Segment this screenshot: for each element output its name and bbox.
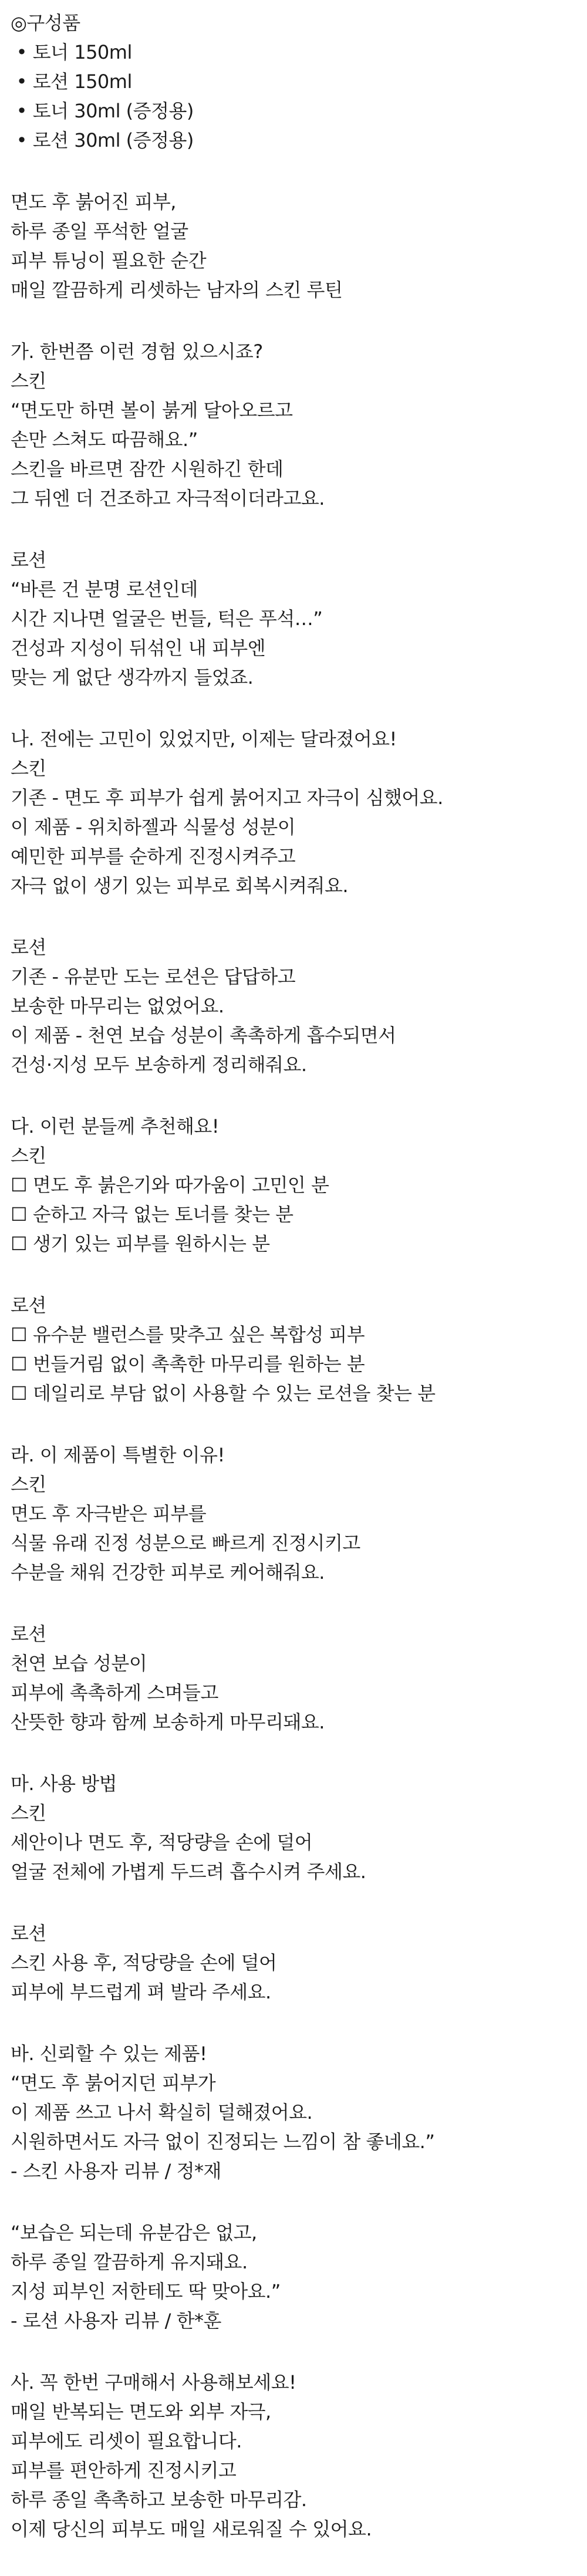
section-recommend-lotion (11, 1291, 574, 1408)
text-line: 스킨 사용 후, 적당량을 손에 덜어 (11, 1952, 277, 1974)
text-line: 피부를 편안하게 진정시키고 (11, 2459, 237, 2482)
text-line: 사. 꼭 한번 구매해서 사용해보세요! (11, 2371, 296, 2393)
text-line: 천연 보습 성분이 (11, 1652, 147, 1674)
text-line: 로션 (11, 1623, 46, 1645)
text-line: • 로션 150ml (11, 70, 132, 93)
text-line: 로션 (11, 936, 46, 958)
section-review-lotion (11, 2218, 574, 2335)
text-line: 다. 이런 분들께 추천해요! (11, 1115, 220, 1137)
section-difference-lotion (11, 933, 574, 1079)
text-line: “바른 건 분명 로션인데 (11, 578, 198, 600)
text-line: 피부에 촉촉하게 스며들고 (11, 1682, 218, 1704)
text-line: 지성 피부인 저한테도 딱 맞아요.” (11, 2280, 281, 2302)
text-line: 건성·지성 모두 보송하게 정리해줘요. (11, 1054, 307, 1076)
text-line: 손만 스쳐도 따끔해요.” (11, 428, 198, 451)
text-line: 이 제품 - 위치하젤과 식물성 성분이 (11, 816, 296, 838)
text-line: 이제 당신의 피부도 매일 새로워질 수 있어요. (11, 2518, 372, 2540)
text-line: 건성과 지성이 뒤섞인 내 피부엔 (11, 637, 266, 659)
section-experience-lotion (11, 545, 574, 692)
text-line: 얼굴 전체에 가볍게 두드려 흡수시켜 주세요. (11, 1861, 366, 1883)
text-line: • 토너 30ml (증정용) (11, 100, 194, 122)
text-line: 면도 후 자극받은 피부를 (11, 1503, 207, 1525)
text-line: 세안이나 면도 후, 적당량을 손에 덜어 (11, 1831, 313, 1853)
text-line: 기존 - 유분만 도는 로션은 답답하고 (11, 965, 296, 988)
section-usage-lotion (11, 1919, 574, 2007)
section-usage-toner (11, 1769, 574, 1886)
section-intro (11, 187, 574, 305)
text-line: 자극 없이 생기 있는 피부로 회복시켜줘요. (11, 875, 349, 897)
text-line: 로션 (11, 1922, 46, 1944)
text-line: 시간 지나면 얼굴은 번들, 턱은 푸석…” (11, 607, 323, 630)
text-line: - 로션 사용자 리뷰 / 한*훈 (11, 2310, 221, 2332)
text-line: 그 뒤엔 더 건조하고 자극적이더라고요. (11, 487, 325, 509)
text-line: 하루 종일 깔끔하게 유지돼요. (11, 2251, 248, 2273)
text-line: 수분을 채워 건강한 피부로 케어해줘요. (11, 1561, 325, 1584)
text-line: 보송한 마무리는 없었어요. (11, 995, 224, 1017)
text-line: 매일 반복되는 면도와 외부 자극, (11, 2401, 271, 2423)
text-line: 식물 유래 진정 성분으로 빠르게 진정시키고 (11, 1532, 360, 1554)
text-line: 맞는 게 없단 생각까지 들었죠. (11, 666, 254, 688)
section-special-toner (11, 1440, 574, 1587)
text-line: 기존 - 면도 후 피부가 쉽게 붉어지고 자극이 심했어요. (11, 786, 443, 809)
product-description-document (11, 8, 574, 2576)
section-experience-toner (11, 337, 574, 513)
text-line: 이 제품 쓰고 나서 확실히 덜해졌어요. (11, 2101, 313, 2123)
text-line: “보습은 되는데 유분감은 없고, (11, 2221, 257, 2244)
text-line: 로션 (11, 549, 46, 571)
text-line: 스킨 (11, 757, 46, 779)
text-line: 시원하면서도 자극 없이 진정되는 느낌이 참 좋네요.” (11, 2131, 435, 2153)
text-line: • 토너 150ml (11, 41, 132, 63)
section-closing (11, 2368, 574, 2544)
section-recommend-toner (11, 1112, 574, 1258)
text-line: 스킨 (11, 1144, 46, 1167)
text-line: 마. 사용 방법 (11, 1773, 117, 1795)
text-line: 하루 종일 촉촉하고 보송한 마무리감. (11, 2489, 307, 2511)
text-line: 나. 전에는 고민이 있었지만, 이제는 달라졌어요! (11, 728, 397, 750)
section-components (11, 8, 574, 155)
text-line: 피부에 부드럽게 펴 발라 주세요. (11, 1981, 271, 2003)
text-line: 바. 신뢰할 수 있는 제품! (11, 2042, 207, 2065)
text-line: 로션 (11, 1294, 46, 1316)
text-line: ☐ 유수분 밸런스를 맞추고 싶은 복합성 피부 (11, 1324, 365, 1346)
text-line: 하루 종일 푸석한 얼굴 (11, 220, 188, 242)
text-line: 이 제품 - 천연 보습 성분이 촉촉하게 흡수되면서 (11, 1024, 396, 1046)
text-line: 스킨을 바르면 잠깐 시원하긴 한데 (11, 458, 284, 480)
text-line: 스킨 (11, 1802, 46, 1824)
text-line: 산뜻한 향과 함께 보송하게 마무리돼요. (11, 1711, 325, 1733)
text-line: ☐ 데일리로 부담 없이 사용할 수 있는 로션을 찾는 분 (11, 1382, 436, 1405)
text-line: 매일 깔끔하게 리셋하는 남자의 스킨 루틴 (11, 279, 343, 301)
text-line: 가. 한번쯤 이런 경험 있으시죠? (11, 340, 263, 363)
text-line: 스킨 (11, 1473, 46, 1495)
text-line: ☐ 면도 후 붉은기와 따가움이 고민인 분 (11, 1174, 329, 1196)
section-special-lotion (11, 1619, 574, 1737)
text-line: ☐ 생기 있는 피부를 원하시는 분 (11, 1233, 270, 1255)
section-review-toner (11, 2039, 574, 2186)
text-line: “면도만 하면 볼이 붉게 달아오르고 (11, 399, 293, 421)
text-line: 스킨 (11, 370, 46, 392)
text-line: 라. 이 제품이 특별한 이유! (11, 1444, 225, 1466)
text-line: - 스킨 사용자 리뷰 / 정*재 (11, 2160, 221, 2182)
text-line: 피부에도 리셋이 필요합니다. (11, 2430, 242, 2452)
text-line: 면도 후 붉어진 피부, (11, 191, 176, 213)
text-line: • 로션 30ml (증정용) (11, 129, 194, 151)
text-line: 예민한 피부를 순하게 진정시켜주고 (11, 845, 296, 867)
text-line: ☐ 번들거림 없이 촉촉한 마무리를 원하는 분 (11, 1353, 365, 1375)
text-line: 피부 튜닝이 필요한 순간 (11, 249, 207, 272)
text-line: “면도 후 붉어지던 피부가 (11, 2072, 216, 2094)
text-line: ☐ 순하고 자극 없는 토너를 찾는 분 (11, 1203, 294, 1225)
section-difference-toner (11, 724, 574, 900)
text-line: ◎구성품 (11, 12, 80, 34)
